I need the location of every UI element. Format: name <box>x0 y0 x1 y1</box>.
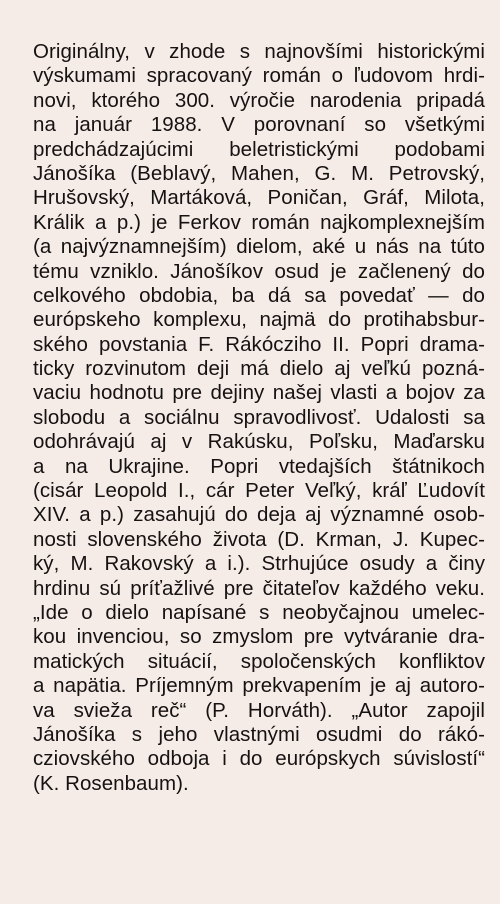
text-line: odohrávajú aj v Rakúsku, Poľsku, Maďarsku <box>33 430 485 454</box>
text-line: Originálny, v zhode s najnovšími historickými <box>33 40 485 63</box>
text-line: va svieža reč“ (P. Horváth). „Autor zapojil <box>33 698 485 722</box>
text-line: novi, ktorého 300. výročie narodenia pripadá <box>33 88 485 112</box>
text-line: Jánošíka (Beblavý, Mahen, G. M. Petrovský, <box>33 161 485 185</box>
text-line: kou invenciou, so zmyslom pre vytváranie dra- <box>33 625 485 649</box>
text-line: nosti slovenského života (D. Krman, J. Kupec- <box>33 527 485 551</box>
text-line: predchádzajúcimi beletristickými podobami <box>33 137 485 161</box>
text-line: ký, M. Rakovský a i.). Strhujúce osudy a činy <box>33 552 485 576</box>
text-line: „Ide o dielo napísané s neobyčajnou umelec- <box>33 600 485 624</box>
text-line: ského povstania F. Rákócziho II. Popri drama- <box>33 332 485 356</box>
text-line: na január 1988. V porovnaní so všetkými <box>33 113 485 137</box>
text-line: ticky rozvinutom deji má dielo aj veľkú pozná- <box>33 357 485 381</box>
text-line: cziovského odboja i do európskych súvislostí“ <box>33 747 485 771</box>
text-line: Jánošíka s jeho vlastnými osudmi do rákó- <box>33 722 485 746</box>
text-line: a na Ukrajine. Popri vtedajších štátnikoch <box>33 454 485 478</box>
text-line: (K. Rosenbaum). <box>33 771 189 795</box>
text-line: vaciu hodnotu pre dejiny našej vlasti a bojov za <box>33 381 485 405</box>
text-line: Hrušovský, Martáková, Poničan, Gráf, Milota, <box>33 186 485 210</box>
text-line: a napätia. Príjemným prekvapením je aj autoro- <box>33 674 485 698</box>
text-line: XIV. a p.) zasahujú do deja aj významné osob- <box>33 503 485 527</box>
blurb-paragraph <box>33 40 485 796</box>
text-line: výskumami spracovaný román o ľudovom hrdi- <box>33 64 485 88</box>
text-line: (cisár Leopold I., cár Peter Veľký, kráľ Ľudovít <box>33 479 485 503</box>
text-line: Králik a p.) je Ferkov román najkomplexnejším <box>33 210 485 234</box>
text-line: tému vzniklo. Jánošíkov osud je začlenený do <box>33 259 485 283</box>
text-line: hrdinu sú príťažlivé pre čitateľov každého veku. <box>33 576 485 600</box>
text-line: slobodu a sociálnu spravodlivosť. Udalosti sa <box>33 405 485 429</box>
text-line: európskeho komplexu, najmä do protihabsbur- <box>33 308 485 332</box>
text-line: matických situácií, spoločenských konfliktov <box>33 649 485 673</box>
text-line: (a najvýznamnejším) dielom, aké u nás na túto <box>33 235 485 259</box>
text-line: celkového obdobia, ba dá sa povedať — do <box>33 283 485 307</box>
